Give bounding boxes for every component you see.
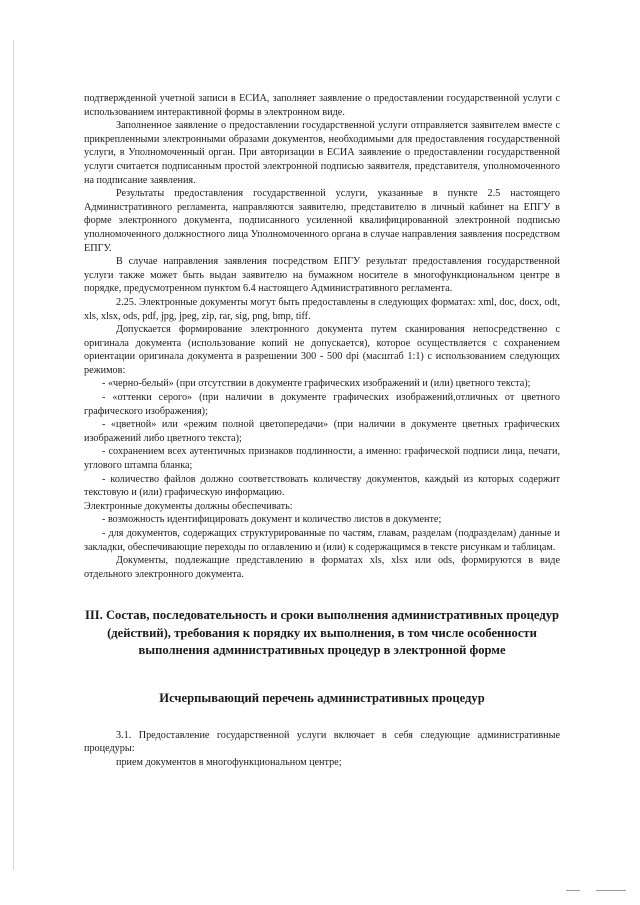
paragraph: Заполненное заявление о предоставлении государственной услуги отправляется заявителем вместе с прикрепленными электронными образами документов, необходимыми для предоставления государственной услуги, в Уполномоченный орган. При авторизации в ЕСИА заявление о предоставлении государственной услуги считается подписанным простой электронной подписью заявителя, представителя, уполномоченного на подписание заявления.	[84, 120, 560, 186]
paragraph: Допускается формирование электронного документа путем сканирования непосредственно с оригинала документа (использование копий не допускается), которое осуществляется с сохранением ориентации оригинала документа в разрешении 300 - 500 dpi (масштаб 1:1) с использованием следующих режимов:	[84, 324, 560, 376]
paragraph: В случае направления заявления посредством ЕПГУ результат предоставления государственной услуги также может быть выдан заявителю на бумажном носителе в многофункциональном центре в порядке, предусмотренном пунктом 6.4 настоящего Административного регламента.	[84, 256, 560, 295]
scan-artifact	[596, 890, 626, 891]
document-page	[84, 92, 560, 770]
subsection-heading: Исчерпывающий перечень административных процедур	[159, 690, 485, 705]
paragraph: Результаты предоставления государственной услуги, указанные в пункте 2.5 настоящего Административного регламента, направляются заявителю, представителю в личный кабинет на ЕПГУ в форме электронного документа, подписанного усиленной квалифицированной электронной подписью уполномоченного должностного лица Уполномоченного органа в случае направления заявления посредством ЕПГУ.	[84, 188, 560, 254]
list-item: - «черно-белый» (при отсутствии в документе графических изображений и (или) цветного текста);	[102, 378, 531, 390]
scan-margin-mark	[13, 40, 14, 870]
list-item: - возможность идентифицировать документ и количество листов в документе;	[102, 514, 442, 526]
paragraph: подтвержденной учетной записи в ЕСИА, заполняет заявление о предоставлении государственной услуги с использованием интерактивной формы в электронном виде.	[84, 93, 560, 118]
paragraph: Документы, подлежащие представлению в форматах xls, xlsx или ods, формируются в виде отдельного электронного документа.	[84, 555, 560, 580]
paragraph-2-25: 2.25. Электронные документы могут быть предоставлены в следующих форматах: xml, doc, docx, odt, xls, xlsx, ods, pdf, jpg, jpeg, zip, rar, sig, png, bmp, tiff.	[84, 296, 560, 322]
section-heading: III. Состав, последовательность и сроки выполнения административных процедур (действий), требования к порядку их выполнения, в том числе особенности выполнения административных процедур в электронной форме	[84, 608, 560, 658]
list-item: - «оттенки серого» (при наличии в документе графических изображений,отличных от цветного графического изображения);	[84, 392, 560, 417]
list-item: - сохранением всех аутентичных признаков подлинности, а именно: графической подписи лица, печати, углового штампа бланка;	[84, 446, 560, 472]
list-item: - для документов, содержащих структурированные по частям, главам, разделам (подразделам) данные и закладки, обеспечивающие переходы по оглавлению и (или) к содержащимся в тексте рисункам и таблицам.	[84, 528, 560, 553]
paragraph: Электронные документы должны обеспечивать:	[84, 500, 293, 512]
list-item: - «цветной» или «режим полной цветопередачи» (при наличии в документе цветных графических изображений либо цветного текста);	[84, 419, 560, 444]
list-item: прием документов в многофункциональном центре;	[116, 757, 342, 769]
list-item: - количество файлов должно соответствовать количеству документов, каждый из которых содержит текстовую и (или) графическую информацию.	[84, 473, 560, 499]
paragraph-3-1: 3.1. Предоставление государственной услуги включает в себя следующие административные процедуры:	[84, 729, 560, 755]
scan-artifact	[566, 890, 580, 891]
